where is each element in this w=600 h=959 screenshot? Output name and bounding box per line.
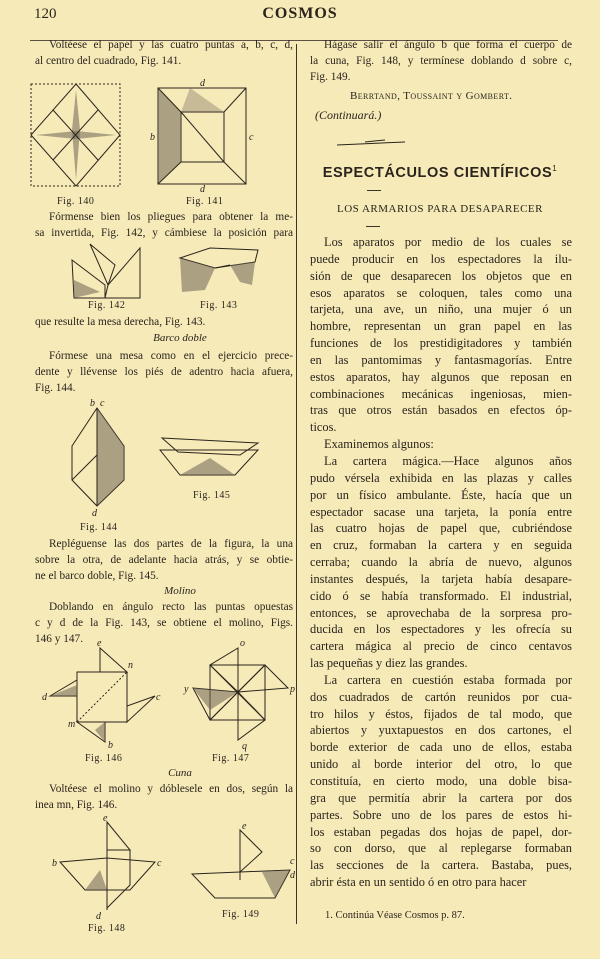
footnote: 1. Continúa Véase Cosmos p. 87. — [325, 910, 465, 921]
article-heading — [305, 164, 575, 181]
page-number: 120 — [34, 6, 57, 22]
figure-label: b — [150, 132, 155, 143]
text-line: Fig. 149. — [310, 71, 351, 83]
text-line: Fórmese una mesa como en el ejercicio prece- — [49, 350, 293, 362]
figure-label: d — [96, 911, 101, 922]
figure-label: q — [242, 741, 247, 752]
figure-label: e — [97, 638, 102, 649]
text-line: hombre, representan un gran papel en las — [310, 319, 572, 334]
text-line: puede producir en los espectadores la ilu- — [310, 251, 572, 266]
continued-note: (Continuará.) — [315, 108, 382, 122]
figure-label: e — [242, 821, 247, 832]
paragraph — [35, 536, 293, 584]
figure-label: c — [100, 398, 105, 409]
text-line: en cruz, formaban la cartera y en seguida — [310, 538, 572, 553]
figure-caption: Fig. 140 — [57, 196, 95, 207]
text-line: tro hilos y éstos, fijados de tal modo, que — [310, 706, 572, 721]
figure-caption: Fig. 146 — [85, 753, 123, 764]
text-line: abiertos y yuxtapuestos en dos cartones, el — [310, 723, 572, 738]
text-line: sobre la otra, de adelante hacia atrás, y se obtie- — [35, 554, 293, 566]
figure-label: d — [42, 692, 47, 703]
text-line: c y d de la Fig. 143, se obtiene el molino, Figs. — [35, 617, 293, 629]
figure-caption: Fig. 149 — [222, 909, 260, 920]
text-line: La cartera en cuestión estaba formada por — [324, 672, 572, 687]
text-line: la cuna, Fig. 148, y termínese doblando d sobre c, — [310, 55, 572, 67]
figure-caption: Fig. 148 — [88, 923, 126, 934]
text-line: constituía, en cierto modo, una doble bisa- — [310, 774, 572, 788]
section-title-molino: Molino — [164, 585, 196, 597]
text-line: dos cuadrados de cartón reunidos por cua- — [310, 689, 572, 704]
text-line: cerraba; cuando la abría de nuevo, algunos — [310, 555, 572, 570]
figure-label: b — [108, 740, 113, 751]
paragraph — [310, 453, 572, 672]
text-line: sa invertida, Fig. 142, y cámbiese la posición para — [35, 227, 293, 239]
figure-caption: Fig. 141 — [186, 196, 224, 207]
text-line: funciones de los prestidigitadores y también — [310, 336, 572, 351]
text-line: las cuatro hojas de papel que, cubriéndose — [310, 521, 572, 536]
divider — [366, 226, 380, 227]
figure-label: m — [68, 719, 76, 730]
figure-label: b — [90, 398, 95, 409]
paragraph — [35, 314, 293, 330]
figure-caption: Fig. 143 — [200, 300, 238, 311]
text-line: combinaciones mecánicas ingeniosas, mien- — [310, 386, 572, 401]
divider — [367, 190, 381, 191]
text-line: espectador sacase una tarjeta, la ponía entre — [310, 504, 572, 519]
paragraph — [35, 37, 293, 69]
heading-text: ESPECTÁCULOS CIENTÍFICOS — [322, 164, 553, 181]
text-line: Doblando en ángulo recto las puntas opuestas — [49, 601, 293, 613]
text-line: gra que permitía abrir la cartera por dos — [310, 790, 572, 805]
text-line: instantes después, la tarjeta había desapare- — [310, 571, 572, 586]
text-line: cido ó se había transformado. El industrial, — [310, 588, 572, 603]
text-line: tras que otros están basados en efectos óp- — [310, 403, 572, 418]
text-line: Fig. 144. — [35, 382, 76, 394]
text-line: dente y llévense los piés de adentro hacia afuera, — [35, 366, 293, 378]
figure-label: b — [52, 858, 57, 869]
ornament-divider — [0, 0, 1, 1]
figure-label: e — [103, 813, 108, 824]
text-line: las secciones de la cartera. Bastaba, pues, — [310, 858, 572, 873]
figure-label: d — [200, 78, 205, 89]
text-line: partes. Sobre uno de los pares de estos hi- — [310, 807, 572, 822]
figure-label: n — [128, 660, 133, 671]
paragraph — [310, 234, 572, 436]
text-line: que resulte la mesa derecha, Fig. 143. — [35, 316, 206, 328]
magazine-title: COSMOS — [262, 5, 338, 22]
paragraph — [35, 781, 293, 813]
text-line: los estaban pegadas dos hojas de papel, dor- — [310, 824, 572, 839]
figure-label: c — [156, 692, 161, 703]
figure-label: d — [200, 184, 205, 195]
paragraph — [310, 672, 572, 891]
paragraph — [35, 348, 293, 396]
authors: Berrtand, Toussaint y Gombert. — [350, 90, 513, 102]
figure-label: d — [290, 870, 295, 881]
text-line: Voltéese el molino y dóblesele en dos, según la — [49, 783, 293, 795]
figure-label: y — [184, 684, 189, 695]
section-title-barco-doble: Barco doble — [153, 332, 207, 344]
section-title-cuna: Cuna — [168, 767, 192, 779]
text-line: inea mn, Fig. 146. — [35, 799, 118, 811]
text-line: ducida en los espectadores y les ofrecía su — [310, 622, 572, 637]
text-line: 146 y 147. — [35, 633, 84, 645]
text-line: las pequeñas y diez las grandes. — [310, 656, 468, 671]
article-body — [310, 234, 572, 891]
article-subheading: LOS ARMARIOS PARA DESAPARECER — [337, 203, 543, 215]
footnote-marker: 1 — [552, 164, 558, 173]
text-line: Examinemos algunos: — [324, 437, 434, 452]
text-line: unido al borde interior del otro, lo que — [310, 757, 572, 772]
figure-caption: Fig. 147 — [212, 753, 250, 764]
text-line: so con dorso, que al replegarse formaban — [310, 841, 572, 856]
paragraph — [35, 209, 293, 241]
column-divider — [296, 44, 297, 924]
text-line: al centro del cuadrado, Fig. 141. — [35, 55, 182, 67]
text-line: Hágase salir el ángulo b que forma el cuerpo de — [324, 39, 572, 51]
figure-label: c — [157, 858, 162, 869]
text-line: Fórmense bien los pliegues para obtener la me- — [49, 211, 293, 223]
text-line: sión de que desaparecen los objetos que en — [310, 268, 572, 283]
paragraph — [35, 599, 293, 647]
text-line: entonces, se aprovechaba de la sorpresa pro- — [310, 605, 572, 620]
figure-label: c — [290, 856, 295, 867]
text-line: cartera mágica al precio de cinco centavos — [310, 639, 572, 654]
text-line: abrir ésta en un sentido ó en otro para hacer — [310, 875, 527, 890]
text-line: ticos. — [310, 420, 337, 435]
figure-label: d — [92, 508, 97, 519]
paragraph — [310, 436, 572, 453]
figure-label: c — [249, 132, 254, 143]
text-line: estos aparatos, hay algunos que reposan en — [310, 369, 572, 384]
text-line: Los aparatos por medio de los cuales se — [324, 235, 572, 249]
text-line: borde exterior de cada uno de ellos, estaba — [310, 740, 572, 755]
paragraph — [310, 37, 572, 85]
text-line: Repléguense las dos partes de la figura, la una — [49, 538, 293, 550]
figure-caption: Fig. 145 — [193, 490, 231, 501]
text-line: por un físico ambulante. Éste, hacía que un — [310, 487, 572, 502]
figure-label: o — [240, 638, 245, 649]
text-line: Voltéese el papel y las cuatro puntas a, b, c, d, — [49, 39, 293, 51]
text-line: pudo vérsela exhibida en las plazas y calles — [310, 470, 572, 485]
text-line: esos aparatos se coloquen, tales como una — [310, 285, 572, 300]
figure-caption: Fig. 144 — [80, 522, 118, 533]
figure-caption: Fig. 142 — [88, 300, 126, 311]
text-line: tarjeta, una ave, un niño, una mujer ó un — [310, 302, 572, 317]
figure-label: p — [290, 684, 295, 695]
text-line: La cartera mágica.—Hace algunos años — [324, 453, 572, 468]
text-line: ne el barco doble, Fig. 145. — [35, 570, 159, 582]
text-line: en las pantomimas y fantasmagorías. Entre — [310, 352, 572, 367]
